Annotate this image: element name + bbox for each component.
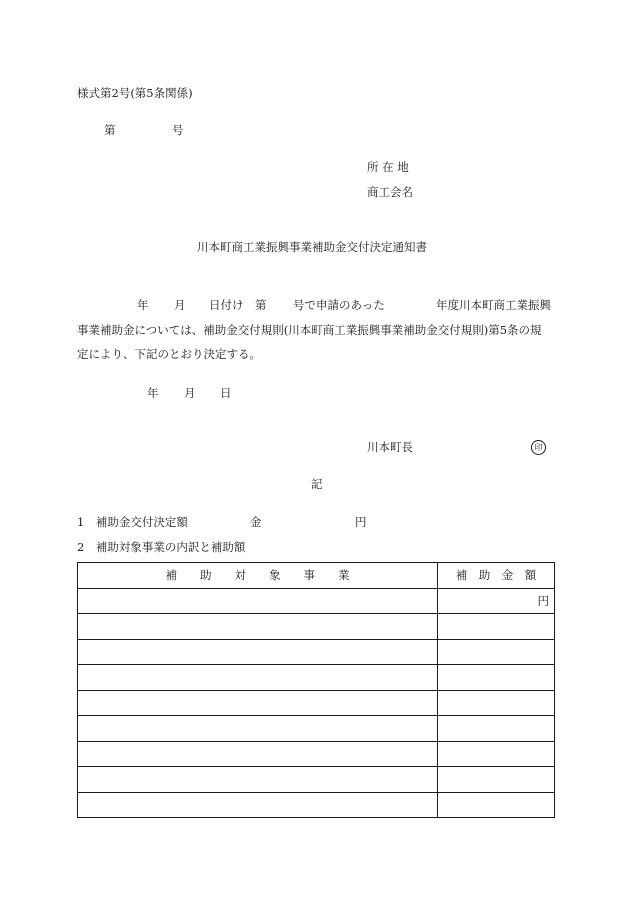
project-cell[interactable] [78,588,438,614]
table-row [78,665,555,691]
mayor-label: 川本町長 [367,440,413,454]
body-line-2: 事業補助金については、補助金交付規則(川本町商工業振興事業補助金交付規則)第5条の規 [77,323,542,337]
ki-heading: 記 [311,477,323,491]
form-number: 様式第2号(第5条関係) [77,86,193,100]
project-cell[interactable] [78,792,438,818]
item-1-yen: 円 [355,515,367,529]
amount-cell[interactable] [438,767,555,793]
body-year: 年 [137,298,149,312]
body-line-3: 定により、下記のとおり決定する。 [77,347,261,361]
seal-mark: 印 [531,440,546,455]
table-row [78,767,555,793]
table-row [78,588,555,614]
amount-cell[interactable] [438,665,555,691]
project-cell[interactable] [78,639,438,665]
table-row [78,792,555,818]
body-go: 号で申請のあった [293,298,385,312]
amount-cell[interactable] [438,639,555,665]
body-dated: 日付け 第 [209,298,267,312]
body-month: 月 [174,298,186,312]
header-subsidy-project: 補 助 対 象 事 業 [78,563,438,589]
amount-cell[interactable] [438,690,555,716]
table-row [78,639,555,665]
item-2-label: 2 補助対象事業の内訳と補助額 [77,540,246,554]
header-subsidy-amount: 補 助 金 額 [438,563,555,589]
address-label: 所 在 地 [367,160,409,174]
table-row [78,716,555,742]
table-row [78,741,555,767]
chamber-name-label: 商工会名 [367,185,413,199]
amount-cell[interactable] [438,792,555,818]
project-cell[interactable] [78,767,438,793]
date-year: 年 [147,386,159,400]
table-row [78,614,555,640]
item-1-label: 1 補助金交付決定額 [77,515,188,529]
date-day: 日 [220,386,232,400]
table-header-row [78,563,555,589]
project-cell[interactable] [78,690,438,716]
amount-cell[interactable] [438,741,555,767]
body-fiscal-year: 年度川本町商工業振興 [436,298,551,312]
doc-number-go: 号 [172,123,184,137]
document-title: 川本町商工業振興事業補助金交付決定通知書 [197,240,427,254]
amount-cell[interactable]: 円 [438,588,555,614]
project-cell[interactable] [78,741,438,767]
amount-cell[interactable] [438,614,555,640]
project-cell[interactable] [78,614,438,640]
date-month: 月 [184,386,196,400]
item-1-kin: 金 [250,515,262,529]
project-cell[interactable] [78,665,438,691]
doc-number-dai: 第 [104,123,116,137]
project-cell[interactable] [78,716,438,742]
amount-cell[interactable] [438,716,555,742]
subsidy-breakdown-table [77,562,555,818]
table-row [78,690,555,716]
